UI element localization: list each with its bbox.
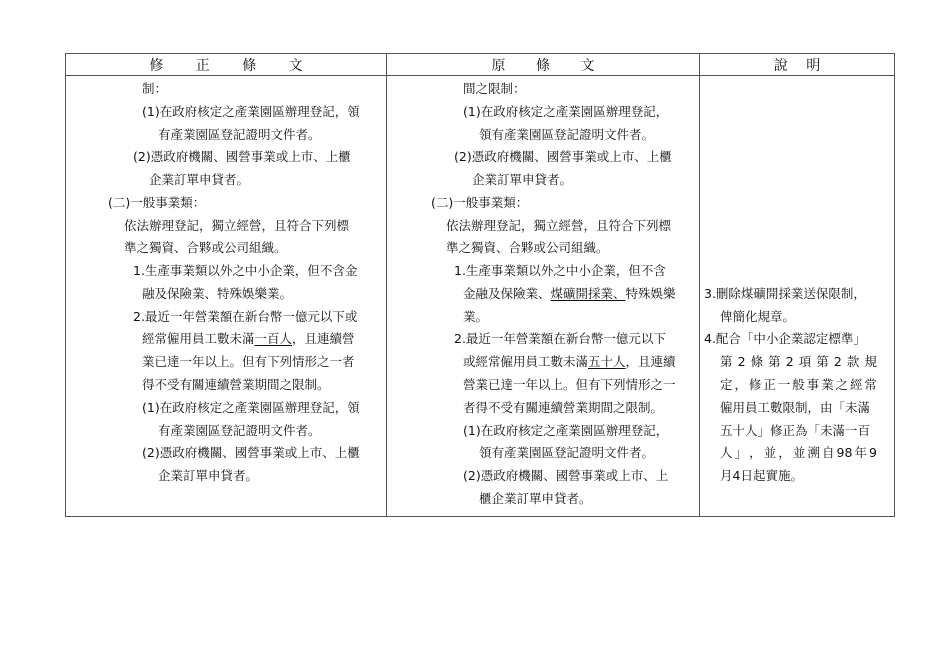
explanation-line: 月4日起實施。 — [720, 468, 803, 483]
amended-line: 準之獨資、合夥或公司組織。 — [124, 240, 287, 255]
amended-change-underline: 一百人 — [254, 331, 293, 346]
original-line: (1)在政府核定之產業園區辦理登記， — [463, 423, 669, 438]
original-line: 準之獨資、合夥或公司組織。 — [446, 240, 609, 255]
original-line: 1.生產事業類以外之中小企業，但不含 — [454, 263, 666, 278]
amended-line: 有產業園區登記證明文件者。 — [158, 127, 321, 142]
original-line: 領有產業園區登記證明文件者。 — [479, 445, 655, 460]
amended-line: 業已達一年以上。但有下列情形之一者 — [142, 354, 355, 369]
amended-line: 企業訂單申貸者。 — [149, 172, 250, 187]
original-line: 2.最近一年營業額在新台幣一億元以下 — [454, 331, 666, 346]
original-line: 或經常僱用員工數未滿五十人，且連續 — [463, 354, 676, 369]
explanation-line: 第 2 條 第 2 項 第 2 款 規 — [720, 354, 877, 369]
amended-line: 制： — [142, 81, 168, 96]
content-row — [66, 76, 895, 517]
original-change-underline: 五十人 — [588, 354, 626, 369]
explanation-line: 人 」 ， 並 ， 並 溯 自 98 年 9 — [720, 445, 877, 460]
original-line: 金融及保險業、煤礦開採業、特殊娛樂 — [463, 286, 676, 301]
amended-line: 1.生產事業類以外之中小企業，但不含金 — [133, 263, 358, 278]
original-line: 者得不受有關連續營業期間之限制。 — [463, 400, 664, 415]
original-line: 領有產業園區登記證明文件者。 — [479, 127, 655, 142]
explanation-line: 4.配合「中小企業認定標準」 — [704, 331, 866, 346]
amended-line: 企業訂單申貸者。 — [158, 468, 259, 483]
amended-cell — [66, 76, 387, 517]
explanation-line: 定 ， 修 正 一 般 事 業 之 經 常 — [720, 377, 877, 392]
amended-line: (1)在政府核定之產業園區辦理登記，領 — [142, 400, 360, 415]
amended-line: (二)一般事業類： — [108, 195, 206, 210]
explanation-line: 五十人」修正為「未滿一百 — [720, 423, 871, 438]
amended-line: 經常僱用員工數未滿一百人，且連續營 — [142, 331, 355, 346]
original-cell — [387, 76, 700, 517]
header-row — [66, 54, 895, 76]
amended-line: 得不受有關連續營業期間之限制。 — [142, 377, 330, 392]
original-line: (1)在政府核定之產業園區辦理登記， — [463, 104, 669, 119]
explanation-line: 僱用員工數限制，由「未滿 — [720, 400, 871, 415]
amended-line: 依法辦理登記，獨立經營，且符合下列標 — [124, 218, 350, 233]
header-explanation: 說 明 — [700, 54, 895, 76]
amended-line: (2)憑政府機關、國營事業或上市、上櫃 — [142, 445, 360, 460]
amended-line: 有產業園區登記證明文件者。 — [158, 423, 321, 438]
explanation-line: 俾簡化規章。 — [720, 309, 796, 324]
original-change-underline: 煤礦開採業、 — [550, 286, 626, 301]
original-line: 營業已達一年以上。但有下列情形之一 — [463, 377, 676, 392]
explanation-line: 3.刪除煤礦開採業送保限制， — [704, 286, 866, 301]
original-line: 依法辦理登記，獨立經營，且符合下列標 — [446, 218, 672, 233]
original-line: 業。 — [463, 309, 489, 324]
original-line: 櫃企業訂單申貸者。 — [479, 491, 592, 506]
original-line: 企業訂單申貸者。 — [472, 172, 573, 187]
original-line: (二)一般事業類： — [431, 195, 529, 210]
amended-line: (1)在政府核定之產業園區辦理登記，領 — [142, 104, 360, 119]
explanation-cell — [700, 76, 895, 517]
original-line: (2)憑政府機關、國營事業或上市、上櫃 — [454, 149, 672, 164]
original-line: (2)憑政府機關、國營事業或上市、上 — [463, 468, 669, 483]
comparison-table — [65, 53, 895, 517]
header-original: 原 條 文 — [387, 54, 700, 76]
amended-line: 融及保險業、特殊娛樂業。 — [142, 286, 293, 301]
header-amended: 修 正 條 文 — [66, 54, 387, 76]
amended-line: 2.最近一年營業額在新台幣一億元以下或 — [133, 309, 358, 324]
original-line: 間之限制： — [463, 81, 526, 96]
amended-line: (2)憑政府機關、國營事業或上市、上櫃 — [133, 149, 351, 164]
